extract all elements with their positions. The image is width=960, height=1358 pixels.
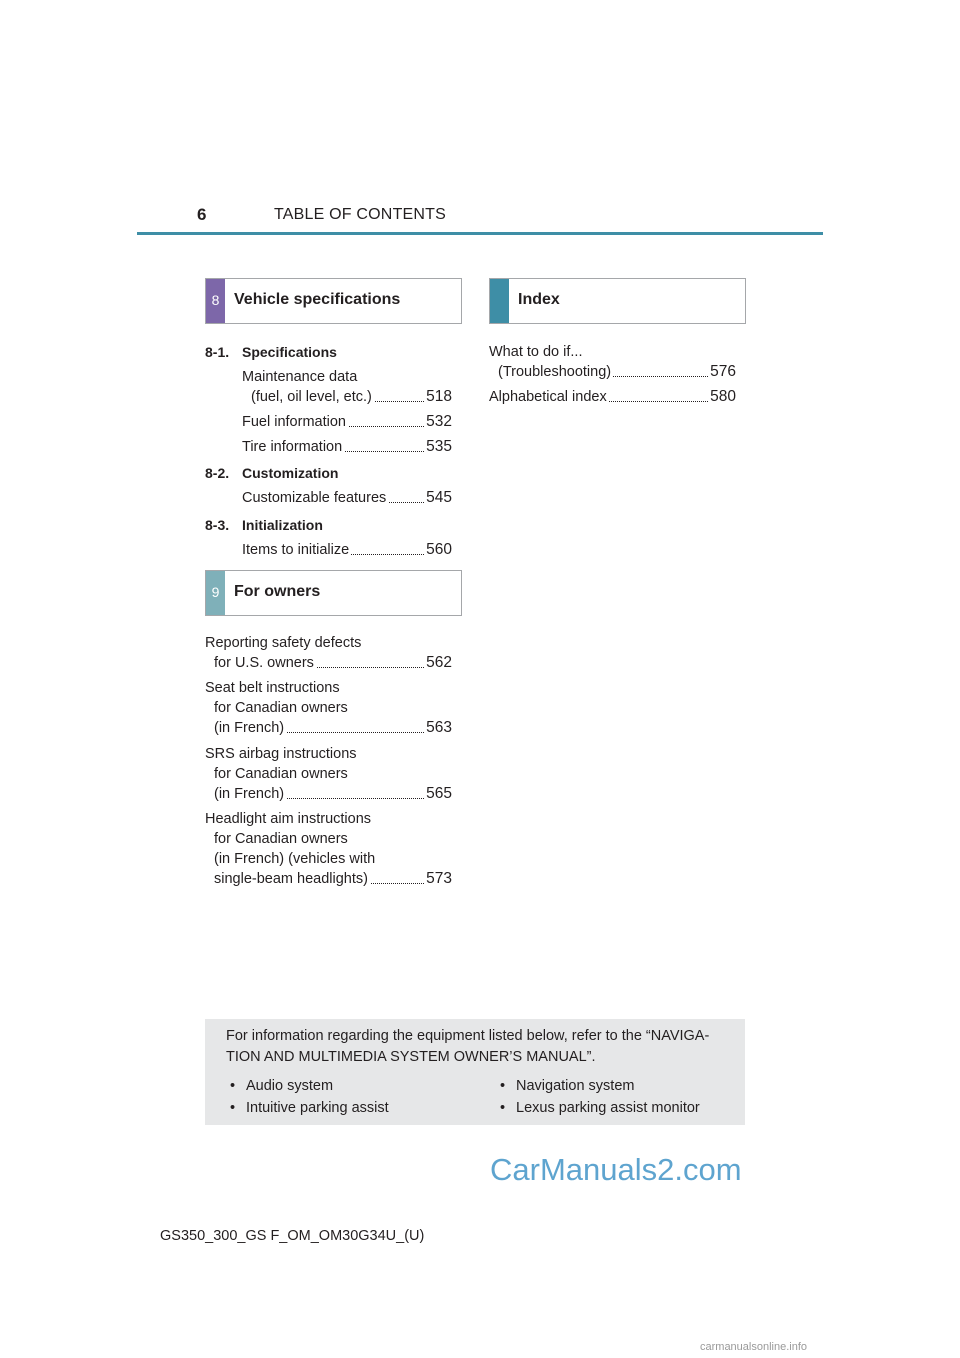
toc-entry-maintenance[interactable]: (fuel, oil level, etc.) 518 [251, 388, 452, 405]
toc-entry-troubleshooting[interactable]: (Troubleshooting) 576 [498, 363, 736, 380]
toc-entry-alphabetical-index[interactable]: Alphabetical index 580 [489, 388, 736, 405]
section-9-header [205, 570, 462, 616]
footer-code: GS350_300_GS F_OM_OM30G34U_(U) [160, 1228, 425, 1244]
toc-entry-what-to-do-line1: What to do if... [489, 344, 583, 360]
toc-entry-headlight-line1: Headlight aim instructions [205, 811, 372, 827]
toc-entry-headlight[interactable]: single-beam headlights) 573 [214, 870, 452, 887]
page-ref: 563 [426, 719, 452, 736]
toc-entry-safety-defects[interactable]: for U.S. owners 562 [214, 654, 452, 671]
info-text: For information regarding the equipment listed below, refer to the “NAVIGA- TION AND MULTIMEDIA SYSTEM OWNER’S MANUAL”. [226, 1028, 710, 1065]
header-rule [137, 232, 823, 235]
toc-entry-headlight-line3: (in French) (vehicles with [214, 851, 376, 867]
watermark-logo: CarManuals2.com [490, 1152, 742, 1187]
index-section-header [489, 278, 746, 324]
bullet-intuitive-parking-assist: • Intuitive parking assist [230, 1100, 389, 1116]
toc-entry-fuel-information[interactable]: Fuel information 532 [242, 413, 452, 430]
page-ref: 580 [710, 388, 736, 405]
subsection-8-2: 8-2. Customization [205, 465, 339, 481]
page-ref: 518 [426, 388, 452, 405]
page-ref: 560 [426, 541, 452, 558]
toc-entry-headlight-line2: for Canadian owners [214, 831, 348, 847]
toc-entry-items-to-initialize[interactable]: Items to initialize 560 [242, 541, 452, 558]
subsection-8-3: 8-3. Initialization [205, 517, 323, 533]
toc-entry-seat-belt-line2: for Canadian owners [214, 700, 348, 716]
page-ref: 565 [426, 785, 452, 802]
toc-entry-srs-airbag-line1: SRS airbag instructions [205, 746, 357, 762]
page-ref: 532 [426, 413, 452, 430]
page-ref: 576 [710, 363, 736, 380]
page-number: 6 [197, 205, 207, 224]
section-8-tab: 8 [206, 279, 225, 323]
toc-entry-maintenance-line1: Maintenance data [242, 369, 358, 385]
toc-entry-srs-airbag[interactable]: (in French) 565 [214, 785, 452, 802]
page-ref: 562 [426, 654, 452, 671]
section-9-title: For owners [234, 583, 321, 600]
page-ref: 535 [426, 438, 452, 455]
index-title: Index [518, 291, 560, 308]
section-8-title: Vehicle specifications [234, 291, 401, 308]
bullet-navigation-system: • Navigation system [500, 1078, 635, 1094]
toc-entry-srs-airbag-line2: for Canadian owners [214, 766, 348, 782]
index-tab [490, 279, 509, 323]
page-ref: 545 [426, 489, 452, 506]
toc-entry-safety-defects-line1: Reporting safety defects [205, 635, 362, 651]
section-8-header [205, 278, 462, 324]
section-9-tab: 9 [206, 571, 225, 615]
toc-entry-customizable-features[interactable]: Customizable features 545 [242, 489, 452, 506]
info-box [205, 1019, 745, 1125]
running-title: TABLE OF CONTENTS [274, 206, 447, 223]
bottom-site-text: carmanualsonline.info [700, 1341, 808, 1353]
bullet-lexus-parking-assist-monitor: • Lexus parking assist monitor [500, 1100, 700, 1116]
toc-entry-seat-belt-line1: Seat belt instructions [205, 680, 340, 696]
page-ref: 573 [426, 870, 452, 887]
toc-entry-tire-information[interactable]: Tire information 535 [242, 438, 452, 455]
bullet-audio-system: • Audio system [230, 1078, 334, 1094]
subsection-8-1: 8-1. Specifications [205, 344, 337, 360]
toc-entry-seat-belt[interactable]: (in French) 563 [214, 719, 452, 736]
